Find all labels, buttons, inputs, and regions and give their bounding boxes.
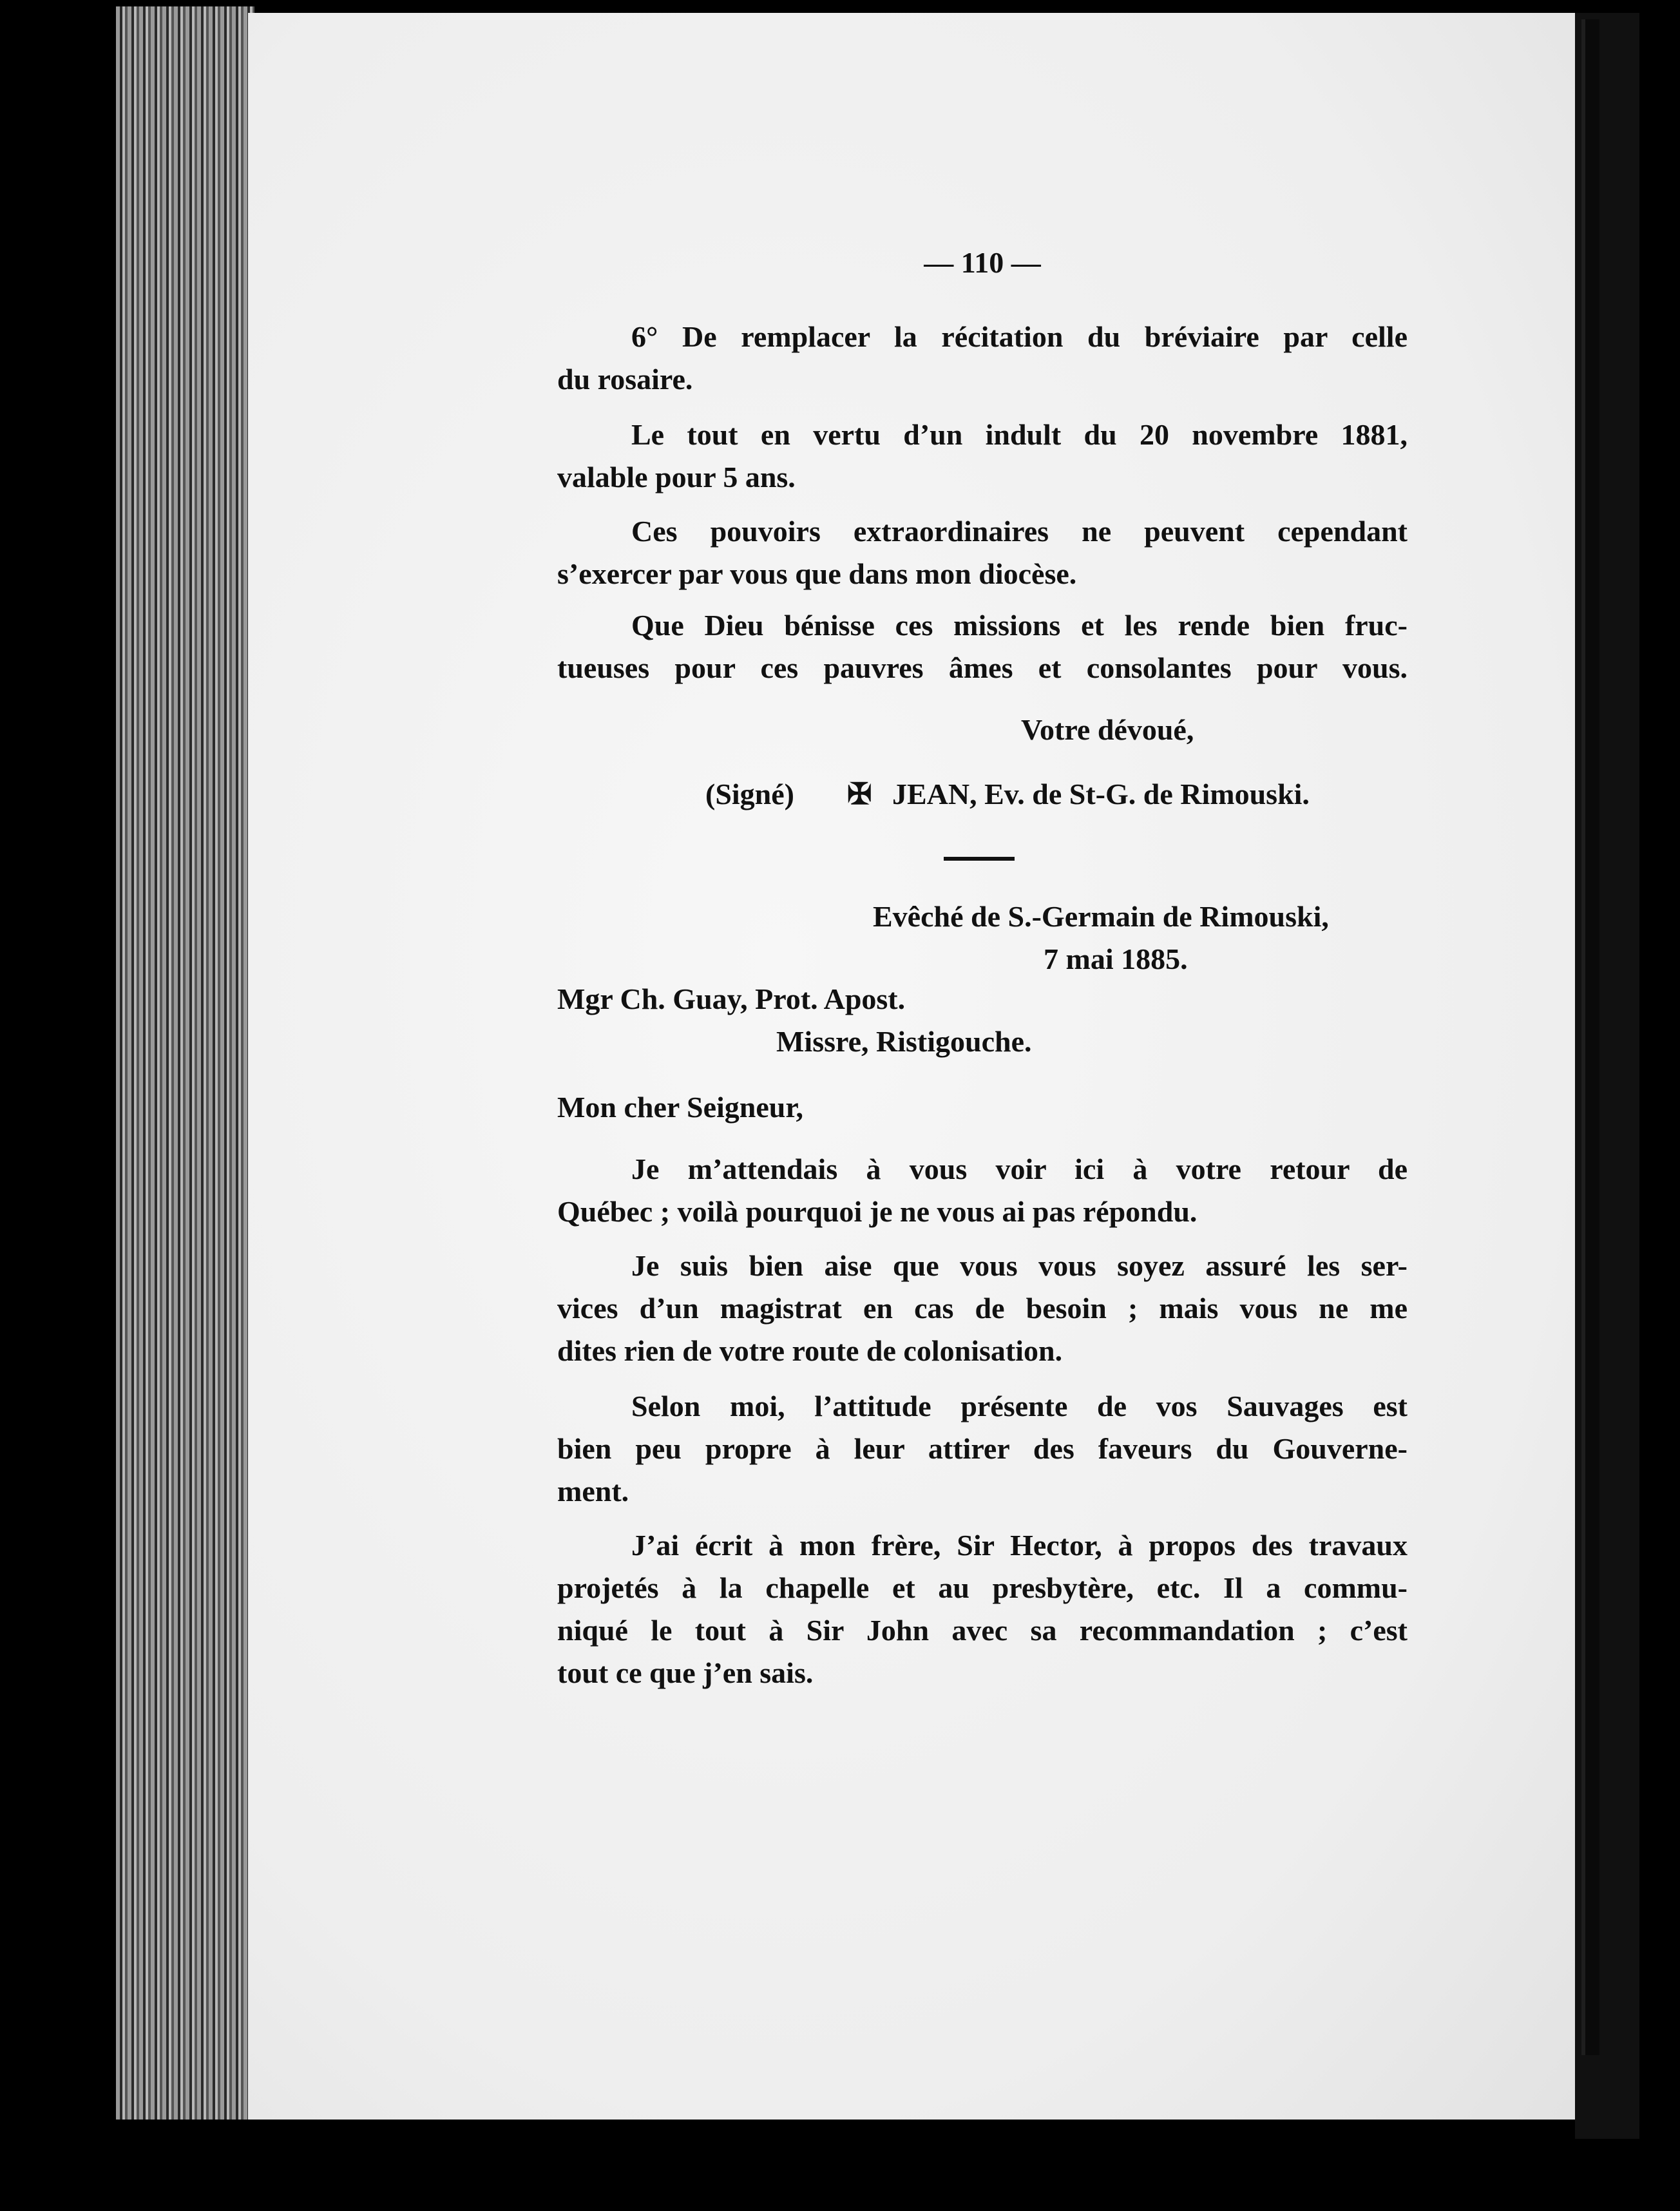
paragraph-line: vices d’un magistrat en cas de besoin ; mais vous ne me xyxy=(557,1292,1408,1325)
paragraph-line: Le tout en vertu d’un indult du 20 novembre 1881, xyxy=(631,418,1408,451)
paragraph-line: Ces pouvoirs extraordinaires ne peuvent cependant xyxy=(631,515,1408,548)
paragraph-line: Que Dieu bénisse ces missions et les rende bien fruc- xyxy=(631,609,1408,642)
letter-text xyxy=(557,0,1408,2126)
book-cover-edge xyxy=(1581,19,1599,2055)
paragraph-line: tout ce que j’en sais. xyxy=(557,1656,814,1689)
letter-date: 7 mai 1885. xyxy=(1044,943,1188,975)
paragraph-line: Selon moi, l’attitude présente de vos Sauvages est xyxy=(631,1390,1408,1422)
paragraph-line: Je suis bien aise que vous vous soyez assuré les ser- xyxy=(631,1249,1408,1282)
paragraph-line: Je m’attendais à vous voir ici à votre retour de xyxy=(631,1153,1408,1185)
paragraph-line: Québec ; voilà pourquoi je ne vous ai pas répondu. xyxy=(557,1195,1198,1228)
paragraph-line: du rosaire. xyxy=(557,363,693,396)
signature-signed: (Signé) xyxy=(705,778,794,810)
addressee-line: Mgr Ch. Guay, Prot. Apost. xyxy=(557,982,906,1015)
paragraph-line: s’exercer par vous que dans mon diocèse. xyxy=(557,557,1077,590)
letter-place: Evêché de S.-Germain de Rimouski, xyxy=(873,900,1329,933)
paragraph-line: 6° De remplacer la récitation du bréviaire par celle xyxy=(631,320,1408,353)
cross-icon: ✠ xyxy=(847,778,872,810)
paragraph-line: valable pour 5 ans. xyxy=(557,461,796,493)
salutation: Mon cher Seigneur, xyxy=(557,1091,804,1124)
book-page-edges xyxy=(116,6,254,2120)
paragraph-line: bien peu propre à leur attirer des faveurs du Gouverne- xyxy=(557,1432,1408,1465)
page-number: — 110 — xyxy=(924,246,1041,279)
paragraph-line: ment. xyxy=(557,1475,629,1508)
paragraph-line: J’ai écrit à mon frère, Sir Hector, à propos des travaux xyxy=(631,1529,1408,1562)
paragraph-line: projetés à la chapelle et au presbytère, etc. Il a commu- xyxy=(557,1571,1408,1604)
closing: Votre dévoué, xyxy=(1021,713,1194,746)
signature-name: JEAN, Ev. de St-G. de Rimouski. xyxy=(892,778,1310,810)
paragraph-line: tueuses pour ces pauvres âmes et consolantes pour vous. xyxy=(557,651,1408,684)
addressee-line: Missre, Ristigouche. xyxy=(776,1025,1032,1058)
paragraph-line: niqué le tout à Sir John avec sa recommandation ; c’est xyxy=(557,1614,1408,1647)
paragraph-line: dites rien de votre route de colonisation. xyxy=(557,1334,1063,1367)
